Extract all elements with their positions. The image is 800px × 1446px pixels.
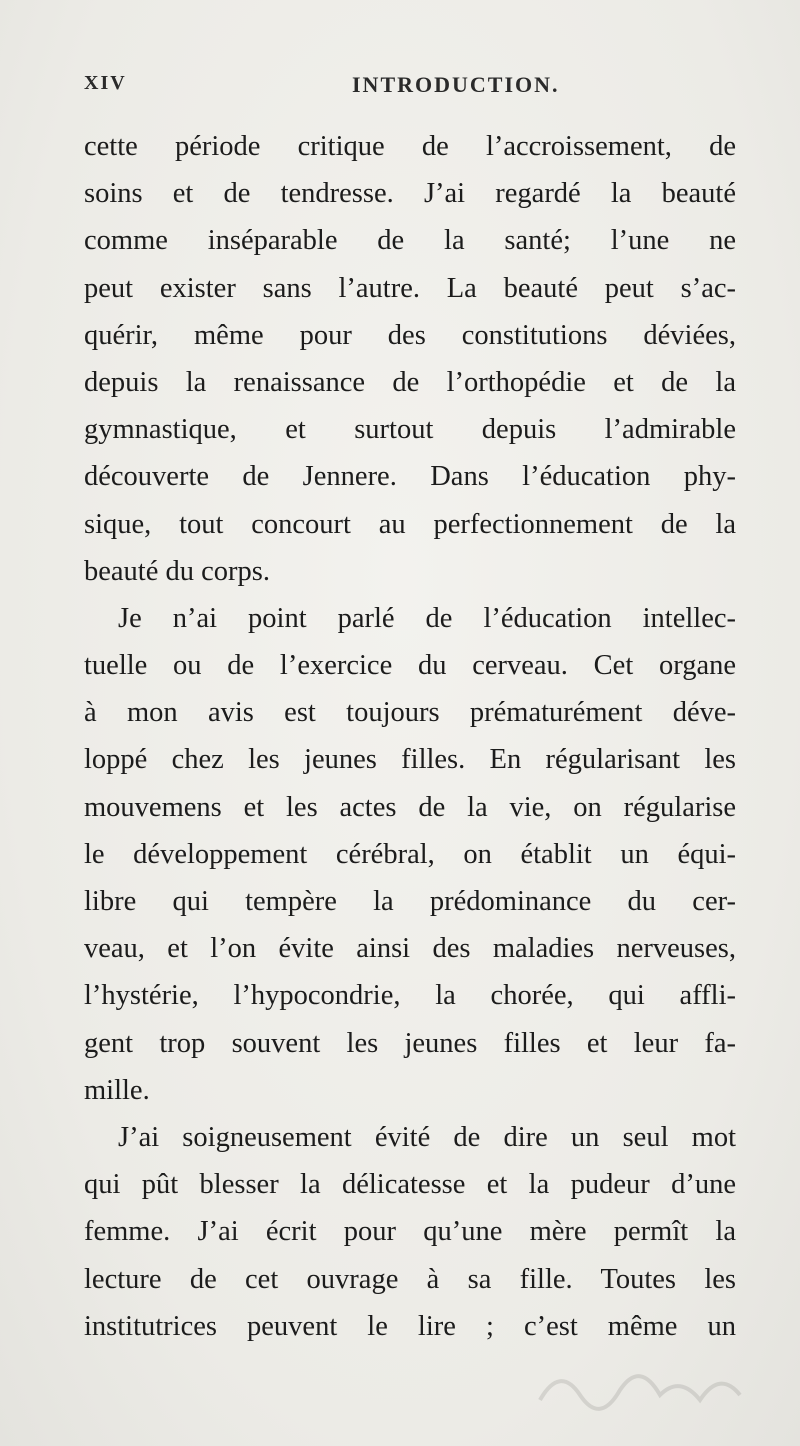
text-line: l’hystérie, l’hypocondrie, la chorée, qui affli-: [84, 980, 736, 1012]
text-line: quérir, même pour des constitutions déviées,: [84, 319, 736, 351]
page-number: XIV: [84, 72, 127, 94]
text-line: soins et de tendresse. J’ai regardé la beauté: [84, 178, 736, 210]
text-line: beauté du corps.: [84, 555, 270, 587]
text-line: lecture de cet ouvrage à sa fille. Toutes les: [84, 1263, 736, 1295]
text-line: cette période critique de l’accroissement, de: [84, 131, 736, 162]
body-text: [84, 123, 736, 1350]
text-line: gymnastique, et surtout depuis l’admirable: [84, 414, 736, 446]
text-line: libre qui tempère la prédominance du cer-: [84, 886, 736, 917]
paragraph-start-line: Je n’ai point parlé de l’éducation intellec-: [118, 602, 736, 634]
text-line: à mon avis est toujours prématurément déve-: [84, 697, 736, 729]
running-head: INTRODUCTION.: [352, 72, 560, 97]
text-line: mille.: [84, 1074, 150, 1106]
text-line: institutrices peuvent le lire ; c’est même un: [84, 1310, 736, 1342]
show-through-smudge: [520, 1345, 800, 1415]
text-line: tuelle ou de l’exercice du cerveau. Cet organe: [84, 650, 736, 682]
text-line: gent trop souvent les jeunes filles et leur fa-: [84, 1027, 736, 1059]
text-line: loppé chez les jeunes filles. En régularisant les: [84, 744, 736, 776]
page-header: [84, 72, 736, 112]
text-line: sique, tout concourt au perfectionnement de la: [84, 508, 736, 540]
text-line: découverte de Jennere. Dans l’éducation phy-: [84, 461, 736, 493]
text-line: veau, et l’on évite ainsi des maladies nerveuses,: [84, 933, 736, 965]
text-line: qui pût blesser la délicatesse et la pudeur d’une: [84, 1169, 736, 1201]
text-line: le développement cérébral, on établit un équi-: [84, 838, 736, 870]
paragraph-start-line: J’ai soigneusement évité de dire un seul mot: [118, 1121, 736, 1153]
text-line: peut exister sans l’autre. La beauté peut s’ac-: [84, 272, 736, 304]
text-line: mouvemens et les actes de la vie, on régularise: [84, 791, 736, 823]
text-line: depuis la renaissance de l’orthopédie et de la: [84, 366, 736, 398]
text-line: comme inséparable de la santé; l’une ne: [84, 225, 736, 257]
text-line: femme. J’ai écrit pour qu’une mère permît la: [84, 1216, 736, 1248]
